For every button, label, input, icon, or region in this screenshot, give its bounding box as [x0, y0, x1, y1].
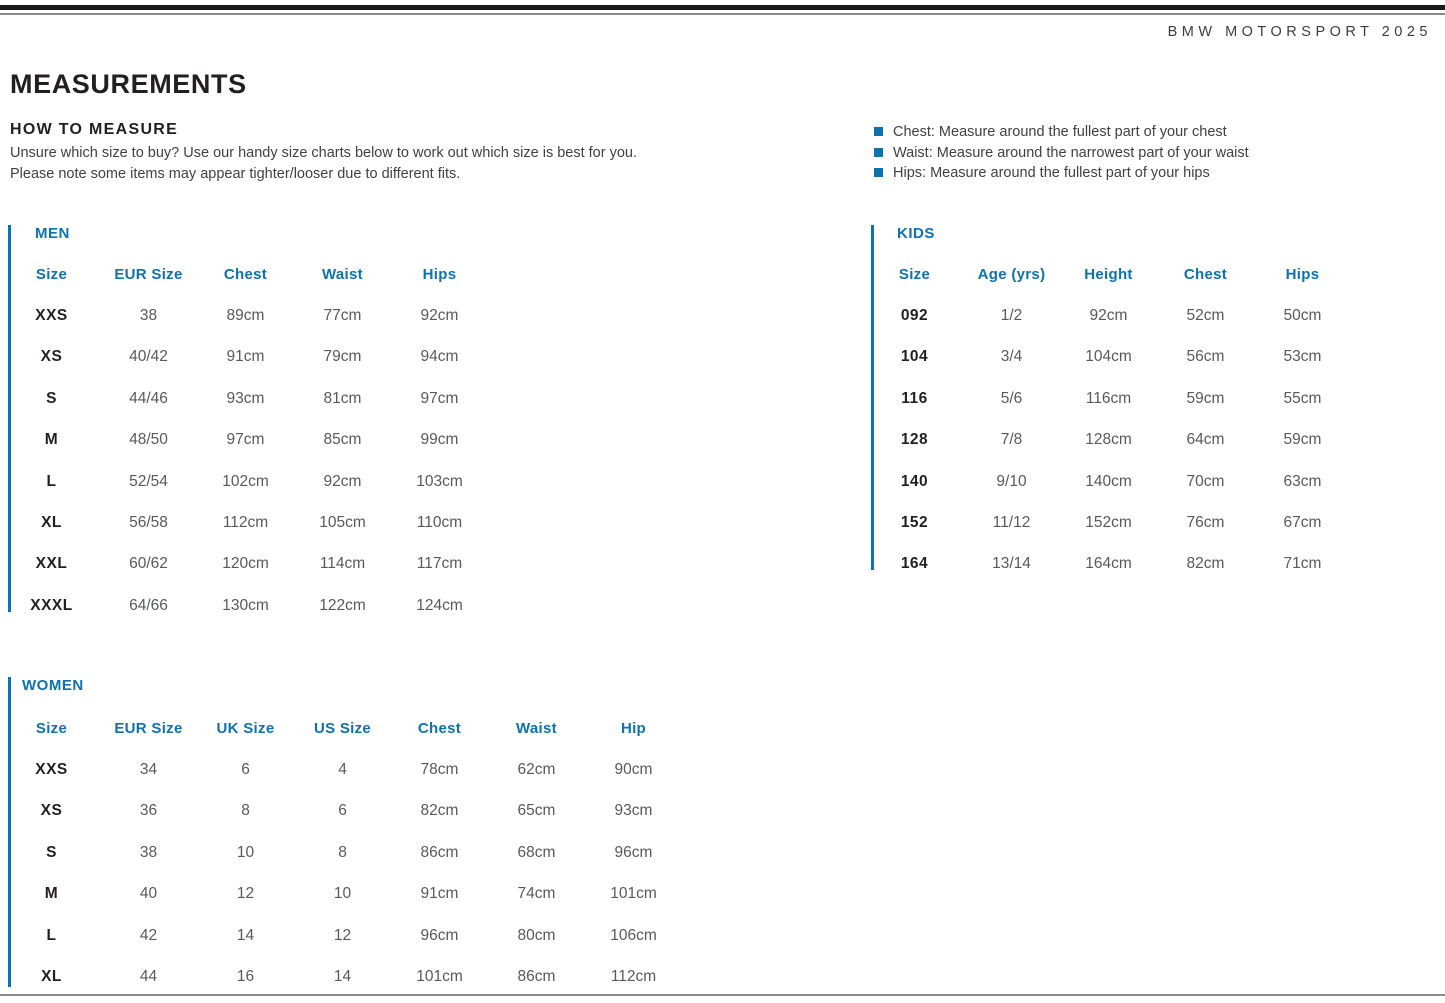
- paragraph-line-1: Unsure which size to buy? Use our handy size charts below to work out which size is best for you.: [10, 145, 638, 161]
- size-cell: XL: [41, 514, 62, 532]
- column-header: EUR Size: [114, 266, 183, 284]
- value-cell: 122cm: [319, 596, 366, 614]
- kids-size-table: [866, 225, 1351, 585]
- size-cell: 128: [900, 431, 929, 449]
- value-cell: 93cm: [614, 802, 653, 820]
- value-cell: 13/14: [992, 555, 1031, 573]
- brand-text: BMW MOTORSPORT 2025: [1167, 24, 1432, 40]
- tip-text: Chest: Measure around the fullest part of your chest: [893, 124, 1227, 140]
- value-cell: 96cm: [614, 843, 653, 861]
- column-header: Waist: [322, 266, 363, 284]
- table-row: [866, 502, 1351, 543]
- value-cell: 164cm: [1085, 555, 1132, 573]
- value-cell: 124cm: [416, 596, 463, 614]
- value-cell: 94cm: [420, 348, 459, 366]
- value-cell: 104cm: [1085, 348, 1132, 366]
- value-cell: 92cm: [420, 307, 459, 325]
- table-row: [3, 295, 488, 336]
- bullet-square-icon: [874, 148, 883, 157]
- value-cell: 12: [236, 885, 255, 903]
- value-cell: 152cm: [1085, 514, 1132, 532]
- column-header: Size: [898, 266, 931, 284]
- value-cell: 91cm: [420, 885, 459, 903]
- value-cell: 8: [338, 843, 347, 861]
- top-rule-thick: [0, 5, 1445, 10]
- value-cell: 92cm: [323, 472, 362, 490]
- value-cell: 86cm: [420, 843, 459, 861]
- value-cell: 128cm: [1085, 431, 1132, 449]
- value-cell: 80cm: [517, 926, 556, 944]
- value-cell: 36: [139, 802, 158, 820]
- table-row: [3, 337, 488, 378]
- value-cell: 11/12: [992, 514, 1031, 532]
- table-row: [866, 420, 1351, 461]
- table-row: [3, 544, 488, 585]
- value-cell: 7/8: [1000, 431, 1023, 449]
- value-cell: 89cm: [226, 307, 265, 325]
- tip-chest: [874, 122, 1249, 143]
- value-cell: 112cm: [222, 514, 269, 532]
- value-cell: 65cm: [517, 802, 556, 820]
- column-header: Age (yrs): [977, 266, 1046, 284]
- size-cell: XS: [40, 802, 63, 820]
- table-row: [3, 420, 488, 461]
- column-header: Chest: [417, 720, 462, 738]
- column-header: UK Size: [216, 720, 275, 738]
- value-cell: 8: [241, 802, 250, 820]
- value-cell: 102cm: [222, 472, 269, 490]
- size-cell: 140: [900, 472, 929, 490]
- value-cell: 38: [139, 307, 158, 325]
- value-cell: 42: [139, 926, 158, 944]
- size-cell: 164: [900, 555, 929, 573]
- size-cell: XXL: [35, 555, 68, 573]
- kids-table-rows: [866, 254, 1351, 585]
- value-cell: 91cm: [226, 348, 265, 366]
- value-cell: 99cm: [420, 431, 459, 449]
- men-table-rows: [3, 254, 488, 627]
- size-cell: 092: [900, 307, 929, 325]
- column-header: Height: [1084, 266, 1133, 284]
- value-cell: 3/4: [1000, 348, 1023, 366]
- table-header-row: [3, 254, 488, 295]
- column-header: Size: [35, 720, 68, 738]
- column-header: Waist: [516, 720, 557, 738]
- size-cell: L: [46, 472, 57, 490]
- value-cell: 77cm: [323, 307, 362, 325]
- measuring-tips-list: [874, 122, 1249, 184]
- men-size-table: [3, 225, 488, 627]
- table-row: [866, 295, 1351, 336]
- tip-waist: [874, 143, 1249, 164]
- table-header-row: [866, 254, 1351, 295]
- page-title: MEASUREMENTS: [10, 69, 247, 99]
- men-table-label: MEN: [35, 225, 70, 242]
- value-cell: 50cm: [1283, 307, 1322, 325]
- size-cell: 152: [900, 514, 929, 532]
- value-cell: 112cm: [610, 968, 657, 986]
- table-header-row: [3, 708, 682, 749]
- value-cell: 97cm: [420, 389, 459, 407]
- value-cell: 44/46: [129, 389, 168, 407]
- table-row: [3, 378, 488, 419]
- bullet-square-icon: [874, 127, 883, 136]
- value-cell: 120cm: [222, 555, 269, 573]
- column-header: Chest: [1183, 266, 1228, 284]
- value-cell: 14: [236, 926, 255, 944]
- tip-hips: [874, 163, 1249, 184]
- size-cell: S: [46, 389, 57, 407]
- paragraph-line-2: Please note some items may appear tighter/looser due to different fits.: [10, 165, 461, 182]
- value-cell: 76cm: [1186, 514, 1225, 532]
- value-cell: 96cm: [420, 926, 459, 944]
- size-cell: L: [46, 926, 57, 944]
- value-cell: 12: [333, 926, 352, 944]
- size-cell: 116: [901, 389, 928, 407]
- value-cell: 101cm: [610, 885, 657, 903]
- value-cell: 71cm: [1283, 555, 1322, 573]
- size-cell: 104: [900, 348, 929, 366]
- value-cell: 130cm: [222, 596, 269, 614]
- table-row: [3, 749, 682, 790]
- column-header: Chest: [223, 266, 268, 284]
- bottom-rule: [0, 994, 1445, 996]
- value-cell: 48/50: [129, 431, 168, 449]
- women-size-table: [3, 677, 682, 998]
- table-row: [866, 378, 1351, 419]
- top-rule-thin: [0, 13, 1445, 15]
- value-cell: 53cm: [1283, 348, 1322, 366]
- table-row: [866, 337, 1351, 378]
- size-cell: XXS: [35, 307, 68, 325]
- value-cell: 5/6: [1000, 389, 1023, 407]
- value-cell: 82cm: [1186, 555, 1225, 573]
- value-cell: 62cm: [517, 761, 556, 779]
- value-cell: 60/62: [129, 555, 168, 573]
- table-row: [3, 832, 682, 873]
- table-row: [3, 791, 682, 832]
- column-header: US Size: [313, 720, 372, 738]
- size-cell: XXXL: [30, 596, 73, 614]
- size-cell: M: [44, 431, 59, 449]
- value-cell: 81cm: [323, 389, 362, 407]
- how-to-measure-paragraph: [10, 143, 637, 184]
- value-cell: 93cm: [226, 389, 265, 407]
- size-cell: XXS: [35, 761, 68, 779]
- value-cell: 52cm: [1186, 307, 1225, 325]
- value-cell: 4: [338, 761, 347, 779]
- table-row: [866, 544, 1351, 585]
- value-cell: 90cm: [614, 761, 653, 779]
- size-cell: M: [44, 885, 59, 903]
- value-cell: 67cm: [1283, 514, 1322, 532]
- value-cell: 1/2: [1000, 307, 1023, 325]
- value-cell: 16: [236, 968, 255, 986]
- value-cell: 63cm: [1283, 472, 1322, 490]
- value-cell: 9/10: [996, 472, 1027, 490]
- value-cell: 103cm: [416, 472, 463, 490]
- value-cell: 10: [333, 885, 352, 903]
- value-cell: 86cm: [517, 968, 556, 986]
- value-cell: 85cm: [323, 431, 362, 449]
- value-cell: 6: [338, 802, 347, 820]
- column-header: Hips: [1285, 266, 1320, 284]
- value-cell: 106cm: [610, 926, 657, 944]
- women-table-rows: [3, 708, 682, 998]
- column-header: EUR Size: [114, 720, 183, 738]
- women-table-label: WOMEN: [22, 677, 84, 694]
- tip-text: Hips: Measure around the fullest part of your hips: [893, 165, 1210, 181]
- value-cell: 56/58: [129, 514, 168, 532]
- column-header: Size: [35, 266, 68, 284]
- value-cell: 40/42: [129, 348, 168, 366]
- value-cell: 110cm: [416, 514, 463, 532]
- value-cell: 59cm: [1283, 431, 1322, 449]
- value-cell: 56cm: [1186, 348, 1225, 366]
- kids-table-label: KIDS: [897, 225, 935, 242]
- value-cell: 14: [333, 968, 352, 986]
- table-row: [3, 956, 682, 997]
- value-cell: 105cm: [319, 514, 366, 532]
- value-cell: 40: [139, 885, 158, 903]
- value-cell: 52/54: [129, 472, 168, 490]
- table-row: [3, 874, 682, 915]
- bullet-square-icon: [874, 168, 883, 177]
- value-cell: 97cm: [226, 431, 265, 449]
- size-cell: S: [46, 843, 57, 861]
- value-cell: 10: [236, 843, 255, 861]
- value-cell: 64/66: [129, 596, 168, 614]
- size-cell: XS: [40, 348, 63, 366]
- value-cell: 44: [139, 968, 158, 986]
- value-cell: 59cm: [1186, 389, 1225, 407]
- value-cell: 79cm: [323, 348, 362, 366]
- table-row: [3, 585, 488, 626]
- table-row: [3, 502, 488, 543]
- value-cell: 78cm: [420, 761, 459, 779]
- table-row: [3, 915, 682, 956]
- value-cell: 116cm: [1085, 389, 1132, 407]
- value-cell: 70cm: [1186, 472, 1225, 490]
- value-cell: 6: [241, 761, 250, 779]
- column-header: Hips: [422, 266, 457, 284]
- value-cell: 92cm: [1089, 307, 1128, 325]
- value-cell: 68cm: [517, 843, 556, 861]
- value-cell: 140cm: [1085, 472, 1132, 490]
- value-cell: 34: [139, 761, 158, 779]
- table-row: [866, 461, 1351, 502]
- value-cell: 101cm: [416, 968, 463, 986]
- column-header: Hip: [620, 720, 647, 738]
- value-cell: 55cm: [1283, 389, 1322, 407]
- value-cell: 114cm: [319, 555, 366, 573]
- value-cell: 117cm: [416, 555, 463, 573]
- value-cell: 64cm: [1186, 431, 1225, 449]
- value-cell: 74cm: [517, 885, 556, 903]
- how-to-measure-heading: HOW TO MEASURE: [10, 121, 179, 138]
- value-cell: 38: [139, 843, 158, 861]
- tip-text: Waist: Measure around the narrowest part of your waist: [893, 144, 1249, 161]
- value-cell: 82cm: [420, 802, 459, 820]
- size-cell: XL: [41, 968, 62, 986]
- table-row: [3, 461, 488, 502]
